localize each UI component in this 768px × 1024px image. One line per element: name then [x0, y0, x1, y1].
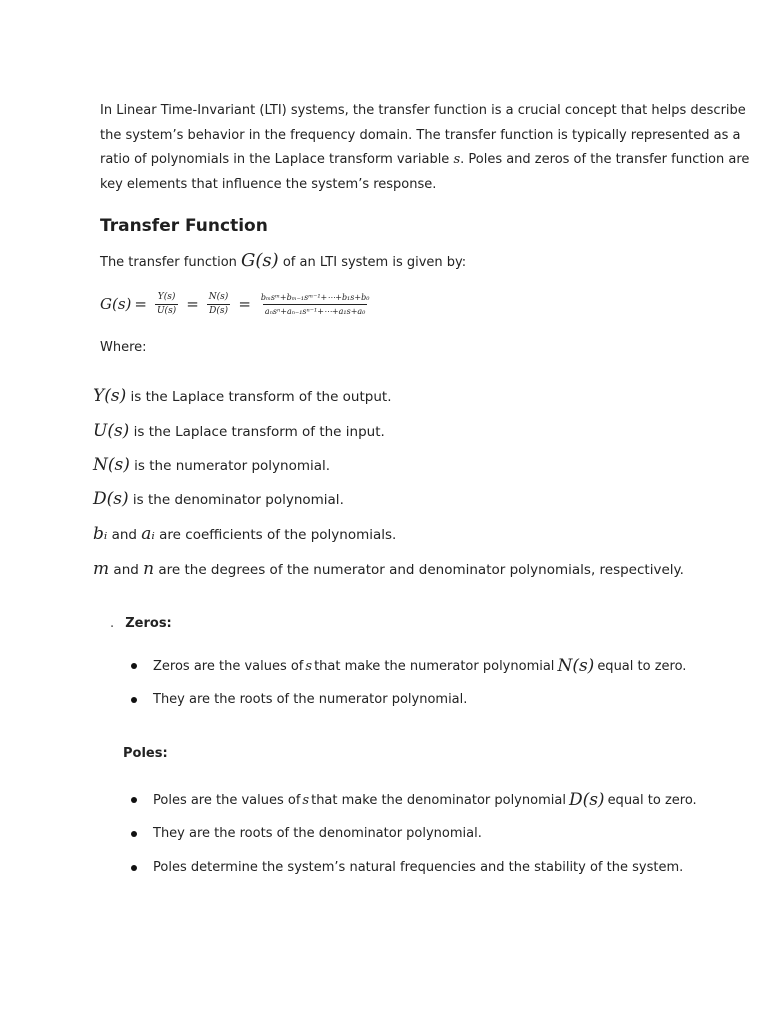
bullet-text-post: equal to zero.	[607, 792, 697, 808]
definition-symbol-n: n	[143, 559, 155, 579]
intro-line-3-post: . Poles and zeros of the transfer function are	[460, 152, 750, 167]
fraction-2-numerator: N(s)	[208, 291, 229, 302]
intro-paragraph	[100, 99, 750, 197]
definition-y	[93, 386, 391, 406]
poles-bullet-1	[131, 790, 697, 810]
definition-symbol-a: aᵢ	[141, 524, 155, 544]
symbol-n-of-s: N(s)	[557, 656, 595, 676]
definition-symbol-m: m	[93, 559, 110, 579]
fraction-2-denominator: D(s)	[209, 305, 228, 316]
definition-symbol: N(s)	[93, 455, 130, 475]
definition-symbol-b: bᵢ	[93, 524, 108, 544]
definition-text: is the Laplace transform of the input.	[129, 424, 385, 440]
fraction-1-numerator: Y(s)	[157, 291, 176, 302]
where-label: Where:	[100, 340, 147, 355]
fraction-polynomial-ratio	[259, 292, 372, 317]
section-heading-transfer-function: Transfer Function	[100, 216, 268, 236]
symbol-d-of-s: D(s)	[568, 790, 605, 810]
bullet-text: They are the roots of the denominator polynomial.	[153, 826, 482, 841]
bullet-text: They are the roots of the numerator polynomial.	[153, 692, 468, 707]
intro-line-3-pre: ratio of polynomials in the Laplace transform variable	[100, 152, 454, 167]
bullet-text: Poles determine the system’s natural frequencies and the stability of the system.	[153, 860, 684, 875]
definition-symbol: Y(s)	[93, 386, 127, 406]
sentence-post: of an LTI system is given by:	[278, 255, 467, 270]
fraction-1-denominator: U(s)	[156, 305, 177, 316]
definition-n	[93, 455, 330, 475]
fraction-3-denominator: aₙsⁿ+aₙ₋₁sⁿ⁻¹+⋯+a₁s+a₀	[263, 304, 367, 317]
variable-s: s	[302, 792, 310, 808]
definition-and: and	[107, 527, 142, 543]
definition-text: is the Laplace transform of the output.	[126, 389, 392, 405]
equals-sign-2: =	[186, 295, 199, 313]
definition-d	[93, 489, 344, 509]
sentence-pre: The transfer function	[100, 255, 242, 270]
bullet-disc	[131, 797, 137, 803]
bullet-disc	[131, 865, 137, 871]
bullet-text-post: equal to zero.	[597, 658, 687, 674]
fraction-n-over-d	[207, 292, 231, 317]
bullet-text-pre: Zeros are the values of	[153, 658, 304, 674]
zeros-bullet-1	[131, 656, 686, 676]
bullet-text-mid: that make the denominator polynomial	[311, 792, 566, 808]
bullet-disc	[131, 831, 137, 837]
poles-heading: Poles:	[123, 746, 168, 761]
variable-s: s	[305, 658, 313, 674]
symbol-g-of-s: G(s)	[241, 250, 279, 271]
poles-bullet-2	[131, 826, 482, 841]
transfer-function-formula	[100, 284, 376, 324]
zeros-prefix-dot: .	[110, 616, 115, 631]
intro-line-3	[100, 148, 750, 173]
equals-sign-3: =	[238, 295, 251, 313]
definition-text: are the degrees of the numerator and denominator polynomials, respectively.	[154, 562, 684, 578]
bullet-text-pre: Poles are the values of	[153, 792, 301, 808]
formula-lhs: G(s)	[100, 295, 132, 313]
poles-bullet-3	[131, 860, 683, 875]
definition-text: is the denominator polynomial.	[128, 492, 344, 508]
fraction-3-numerator: bₘsᵐ+bₘ₋₁sᵐ⁻¹+⋯+b₁s+b₀	[260, 292, 370, 302]
zeros-bullet-2	[131, 692, 467, 707]
intro-line-1: In Linear Time-Invariant (LTI) systems, the transfer function is a crucial concept that helps describe	[100, 103, 746, 118]
definition-text: is the numerator polynomial.	[129, 458, 331, 474]
definition-coefficients	[93, 524, 396, 544]
fraction-y-over-u	[155, 292, 178, 317]
definition-degrees	[93, 559, 684, 579]
variable-s: s	[453, 152, 461, 167]
zeros-heading-row	[110, 612, 172, 631]
definition-symbol: U(s)	[93, 421, 130, 441]
definition-and: and	[109, 562, 144, 578]
intro-line-2: the system’s behavior in the frequency domain. The transfer function is typically represented as a	[100, 127, 741, 143]
bullet-text-mid: that make the numerator polynomial	[314, 658, 555, 674]
zeros-heading: Zeros:	[125, 616, 172, 631]
definition-u	[93, 421, 385, 441]
transfer-function-sentence	[100, 250, 466, 271]
bullet-disc	[131, 697, 137, 703]
bullet-disc	[131, 663, 137, 669]
definition-symbol: D(s)	[93, 489, 129, 509]
definition-text: are coefficients of the polynomials.	[154, 527, 397, 543]
intro-line-4: key elements that influence the system’s response.	[100, 176, 437, 192]
equals-sign-1: =	[134, 295, 147, 313]
